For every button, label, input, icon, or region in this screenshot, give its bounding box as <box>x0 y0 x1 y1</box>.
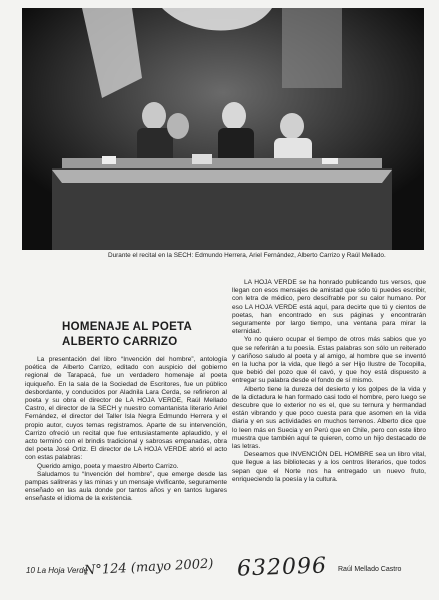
paragraph: Alberto tiene la dureza del desierto y los golpes de la vida y de la dictadura le han formado casi todo el hombre, pero luego se descubre que lo exterior no es el, que su ternura y hermandad están vibrando y que poco cuesta para que asomen en la vida diaria y en sus actividades en muchos terrenos. Alberto dice que lo leen más en Suecia y en Perú que en Chile, pero con este libro muestra que también aquí te quieren, como un hijo destacado de las letras. <box>232 385 426 451</box>
headline-line-1: HOMENAJE AL POETA <box>62 321 193 333</box>
paragraph: Saludamos tu “Invención del hombre”, que emerge desde las pampas salitreras y las minas y un mensaje vivificante, seguramente enseñado en las aula donde por tantos años y en tantos lugares enseñaste el idioma de la existencia. <box>25 470 227 503</box>
article-headline <box>62 320 232 350</box>
reference-number: 632096 <box>236 553 328 582</box>
handwritten-note: N°124 (mayo 2002) <box>83 556 214 579</box>
author-signature: Raúl Mellado Castro <box>338 566 402 573</box>
article-left-column <box>25 356 227 504</box>
photo-image <box>22 8 424 250</box>
paragraph: Deseamos que INVENCIÓN DEL HOMBRE sea un libro vital, que llegue a las bibliotecas y a los centros literarios, que todos sepan que el Norte nos ha entregado un nuevo fruto, enriqueciendo la poesía y la cultura. <box>232 451 426 483</box>
page-footer-label: 10 La Hoja Verde <box>26 566 88 575</box>
headline-line-2: ALBERTO CARRIZO <box>62 336 178 348</box>
paragraph: La presentación del libro “Invención del hombre”, antología poética de Alberto Carrizo, editado con auspicio del gobierno regional de Tarapacá, fue un verdadero homenaje al poeta iquiqueño. En la sala de la Sociedad de Escritores, fue un público desbordante, y conducidos por Aladnila Lara Cerda, se refirieron al poeta y su obra el director de LA HOJA VERDE, Raúl Mellado Castro, el director de la SECH y nuestro comantanista literario Ariel Fernández, el director del Taller Isla Negra Edmundo Herrera y el propio autor, cuyos temas registramos. Aparte de su intervención, Carrizo ofreció un recital que fue entusiastamente aplaudido, y el acto terminó con el brindis tradicional y sabrosas empanadas, obra del poeta José Ortiz. El director de LA HOJA VERDE abrió el acto con estas palabras: <box>25 356 227 462</box>
paragraph: LA HOJA VERDE se ha honrado publicando tus versos, que llegan con esos mensajes de amistad que sólo tú puedes escribir, con letra de médico, pero descifrable por su calor humano. Por eso LA HOJA VERDE está aquí, para decirte que tú y cientos de poetas, han encontrado en sus páginas y encontrarán seguramente por largo tiempo, una ventana para mirar la eternidad. <box>232 279 426 336</box>
paragraph: Querido amigo, poeta y maestro Alberto Carrizo. <box>37 462 179 470</box>
article-right-column <box>232 279 426 484</box>
paragraph: Yo no quiero ocupar el tiempo de otros más sabios que yo que se referirán a tu poesía. Estas palabras son sólo un reiterado y cariñoso saludo al poeta y al amigo, al hombre que se inventó en la lucha por la vida, que llegó a ser Hijo Ilustre de Tocopilla, que bebió del pozo que él cavó, y que hoy está dispuesto a entregar su palabra desde el fondo de sí mismo. <box>232 336 426 385</box>
photo-caption: Durante el recital en la SECH: Edmundo Herrera, Ariel Fernández, Alberto Carrizo y Raúl Mellado. <box>108 252 386 259</box>
event-photo <box>22 8 424 250</box>
